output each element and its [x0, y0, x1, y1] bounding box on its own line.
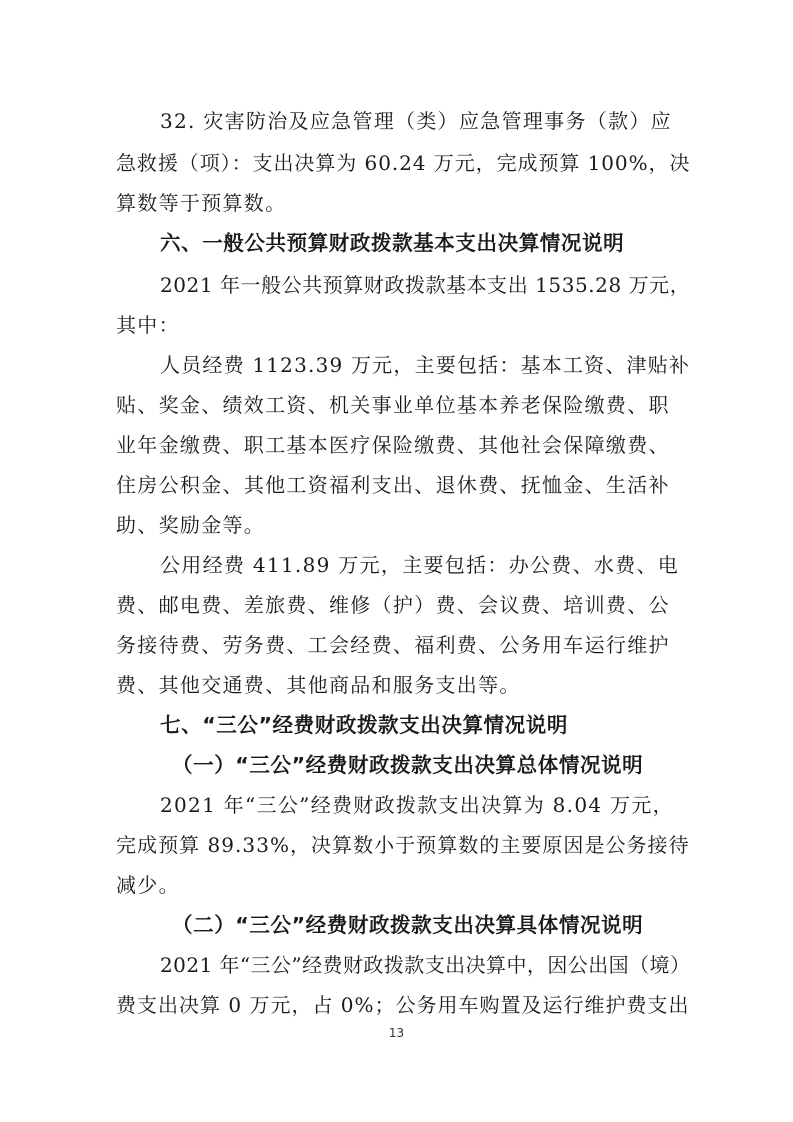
- paragraph-line: 费、邮电费、差旅费、维修（护）费、会议费、培训费、公: [116, 593, 670, 617]
- paragraph-line: 贴、奖金、绩效工资、机关事业单位基本养老保险缴费、职: [116, 393, 670, 417]
- subsection-heading: （二）“三公”经费财政拨款支出决算具体情况说明: [172, 913, 644, 937]
- paragraph-line: 完成预算 89.33%，决算数小于预算数的主要原因是公务接待: [116, 833, 690, 857]
- page-number: 13: [388, 1026, 405, 1040]
- paragraph-line: 费支出决算 0 万元，占 0%；公务用车购置及运行维护费支出: [116, 993, 690, 1017]
- paragraph-line: 32. 灾害防治及应急管理（类）应急管理事务（款）应: [160, 109, 672, 133]
- paragraph-line: 业年金缴费、职工基本医疗保险缴费、其他社会保障缴费、: [116, 433, 670, 457]
- paragraph-line: 公用经费 411.89 万元，主要包括：办公费、水费、电: [160, 553, 680, 577]
- paragraph-line: 其中：: [116, 313, 180, 337]
- paragraph-line: 务接待费、劳务费、工会经费、福利费、公务用车运行维护: [116, 633, 670, 657]
- paragraph-line: 人员经费 1123.39 万元，主要包括：基本工资、津贴补: [160, 353, 691, 377]
- paragraph-line: 2021 年一般公共预算财政拨款基本支出 1535.28 万元，: [160, 273, 691, 297]
- paragraph-line: 减少。: [116, 873, 180, 897]
- paragraph-line: 费、其他交通费、其他商品和服务支出等。: [116, 673, 521, 697]
- paragraph-line: 2021 年“三公”经费财政拨款支出决算为 8.04 万元，: [160, 793, 674, 817]
- paragraph-line: 住房公积金、其他工资福利支出、退休费、抚恤金、生活补: [116, 473, 670, 497]
- paragraph-line: 助、奖励金等。: [116, 513, 266, 537]
- section-heading: 七、“三公”经费财政拨款支出决算情况说明: [160, 713, 568, 737]
- paragraph-line: 急救援（项）：支出决算为 60.24 万元，完成预算 100%，决: [116, 151, 691, 175]
- subsection-heading: （一）“三公”经费财政拨款支出决算总体情况说明: [172, 753, 644, 777]
- section-heading: 六、一般公共预算财政拨款基本支出决算情况说明: [160, 231, 625, 255]
- paragraph-line: 2021 年“三公”经费财政拨款支出决算中，因公出国（境）: [160, 953, 691, 977]
- paragraph-line: 算数等于预算数。: [116, 191, 287, 215]
